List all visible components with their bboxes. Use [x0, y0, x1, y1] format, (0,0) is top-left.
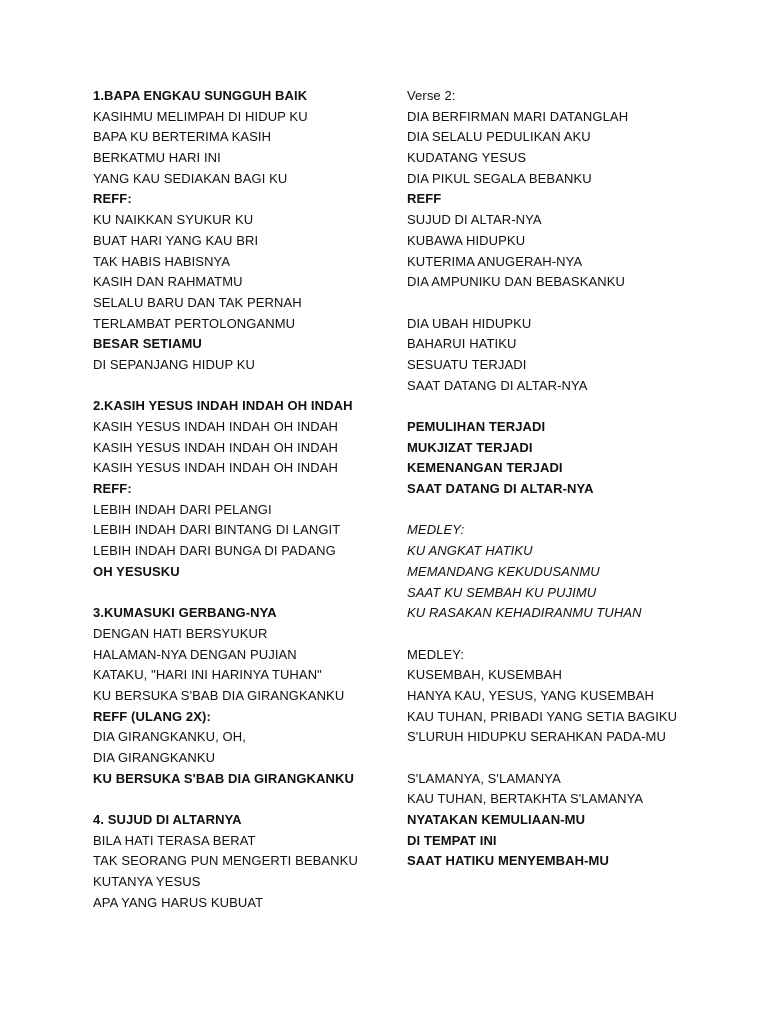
- left-column: [93, 86, 393, 914]
- lyric-heading: PEMULIHAN TERJADI: [407, 419, 546, 434]
- lyric-heading: 3.KUMASUKI GERBANG-NYA: [93, 605, 277, 621]
- lyric-heading: 2.KASIH YESUS INDAH INDAH OH INDAH: [93, 398, 353, 414]
- lyric-line: KAU TUHAN, BERTAKHTA S'LAMANYA: [407, 791, 644, 807]
- lyric-line: BILA HATI TERASA BERAT: [93, 832, 256, 848]
- lyric-line: MEMANDANG KEKUDUSANMU: [407, 563, 600, 579]
- blank-line: [93, 583, 393, 604]
- lyric-line: KU NAIKKAN SYUKUR KU: [93, 212, 254, 228]
- lyric-heading: 4. SUJUD DI ALTARNYA: [93, 812, 242, 828]
- lyric-line: DENGAN HATI BERSYUKUR: [93, 625, 268, 641]
- lyric-line: SAAT KU SEMBAH KU PUJIMU: [407, 584, 597, 600]
- lyric-line: MEDLEY:: [407, 522, 465, 538]
- lyric-line: YANG KAU SEDIAKAN BAGI KU: [93, 170, 288, 186]
- lyric-line: KATAKU, "HARI INI HARINYA TUHAN": [93, 667, 322, 683]
- lyric-line: SUJUD DI ALTAR-NYA: [407, 212, 542, 228]
- lyric-heading: SAAT DATANG DI ALTAR-NYA: [407, 481, 594, 497]
- lyric-heading: REFF:: [93, 191, 132, 207]
- lyric-line: TAK HABIS HABISNYA: [93, 253, 231, 269]
- lyric-line: LEBIH INDAH DARI PELANGI: [93, 501, 272, 517]
- lyric-line: SESUATU TERJADI: [407, 356, 527, 372]
- lyric-line: HALAMAN-NYA DENGAN PUJIAN: [93, 646, 297, 662]
- lyric-line: KUDATANG YESUS: [407, 150, 527, 166]
- lyric-line: TAK SEORANG PUN MENGERTI BEBANKU: [93, 853, 358, 869]
- lyric-line: KASIH YESUS INDAH INDAH OH INDAH: [93, 439, 338, 455]
- lyric-line: KAU TUHAN, PRIBADI YANG SETIA BAGIKU: [407, 708, 678, 724]
- lyric-line: DIA UBAH HIDUPKU: [407, 315, 532, 331]
- lyric-line: DIA PIKUL SEGALA BEBANKU: [407, 170, 592, 186]
- lyric-heading: BESAR SETIAMU: [93, 336, 202, 352]
- lyric-heading: KU BERSUKA S'BAB DIA GIRANGKANKU: [93, 770, 354, 786]
- right-column: [407, 86, 707, 872]
- lyric-line: KUSEMBAH, KUSEMBAH: [407, 667, 562, 683]
- lyric-heading: DI TEMPAT INI: [407, 832, 497, 848]
- blank-line: [407, 748, 707, 769]
- lyric-heading: REFF:: [93, 481, 132, 497]
- lyric-line: BERKATMU HARI INI: [93, 150, 221, 166]
- lyric-line: LEBIH INDAH DARI BINTANG DI LANGIT: [93, 522, 341, 538]
- lyric-line: DIA GIRANGKANKU: [93, 750, 216, 765]
- lyric-heading: MUKJIZAT TERJADI: [407, 439, 533, 455]
- lyric-heading: NYATAKAN KEMULIAAN-MU: [407, 812, 586, 828]
- lyric-heading: REFF (ULANG 2X):: [93, 708, 211, 724]
- lyric-line: BAPA KU BERTERIMA KASIH: [93, 129, 272, 145]
- lyric-line: KU RASAKAN KEHADIRANMU TUHAN: [407, 605, 642, 621]
- blank-line: [407, 293, 707, 314]
- lyric-line: DIA SELALU PEDULIKAN AKU: [407, 129, 591, 145]
- lyric-line: S'LAMANYA, S'LAMANYA: [407, 770, 561, 786]
- lyric-line: KUTERIMA ANUGERAH-NYA: [407, 253, 583, 269]
- lyric-line: HANYA KAU, YESUS, YANG KUSEMBAH: [407, 687, 655, 703]
- lyric-line: SELALU BARU DAN TAK PERNAH: [93, 294, 302, 310]
- lyric-line: DIA AMPUNIKU DAN BEBASKANKU: [407, 274, 625, 290]
- lyric-line: TERLAMBAT PERTOLONGANMU: [93, 315, 296, 331]
- lyric-line: KU ANGKAT HATIKU: [407, 543, 533, 559]
- lyric-line: KASIH DAN RAHMATMU: [93, 274, 243, 290]
- lyric-line: KASIH YESUS INDAH INDAH OH INDAH: [93, 419, 338, 434]
- lyric-line: DIA BERFIRMAN MARI DATANGLAH: [407, 108, 629, 124]
- lyric-line: KUTANYA YESUS: [93, 874, 201, 890]
- blank-line: [407, 396, 707, 417]
- lyric-line: KU BERSUKA S'BAB DIA GIRANGKANKU: [93, 687, 345, 703]
- lyric-heading: SAAT HATIKU MENYEMBAH-MU: [407, 853, 609, 869]
- lyric-heading: KEMENANGAN TERJADI: [407, 460, 563, 476]
- lyric-line: KUBAWA HIDUPKU: [407, 232, 526, 248]
- blank-line: [93, 376, 393, 397]
- lyric-line: DI SEPANJANG HIDUP KU: [93, 356, 255, 372]
- lyric-line: MEDLEY:: [407, 646, 465, 662]
- blank-line: [407, 500, 707, 521]
- lyric-line: BAHARUI HATIKU: [407, 336, 517, 352]
- lyric-heading: OH YESUSKU: [93, 563, 180, 579]
- lyric-line: Verse 2:: [407, 88, 456, 103]
- lyric-line: S'LURUH HIDUPKU SERAHKAN PADA-MU: [407, 729, 666, 745]
- lyric-heading: REFF: [407, 191, 442, 207]
- lyric-line: APA YANG HARUS KUBUAT: [93, 894, 264, 910]
- lyric-heading: 1.BAPA ENGKAU SUNGGUH BAIK: [93, 88, 308, 103]
- blank-line: [93, 789, 393, 810]
- lyric-line: KASIHMU MELIMPAH DI HIDUP KU: [93, 108, 308, 124]
- lyric-line: KASIH YESUS INDAH INDAH OH INDAH: [93, 460, 338, 476]
- blank-line: [407, 624, 707, 645]
- lyric-line: SAAT DATANG DI ALTAR-NYA: [407, 377, 588, 393]
- lyric-line: LEBIH INDAH DARI BUNGA DI PADANG: [93, 543, 336, 559]
- lyric-line: DIA GIRANGKANKU, OH,: [93, 729, 246, 745]
- lyric-line: BUAT HARI YANG KAU BRI: [93, 232, 259, 248]
